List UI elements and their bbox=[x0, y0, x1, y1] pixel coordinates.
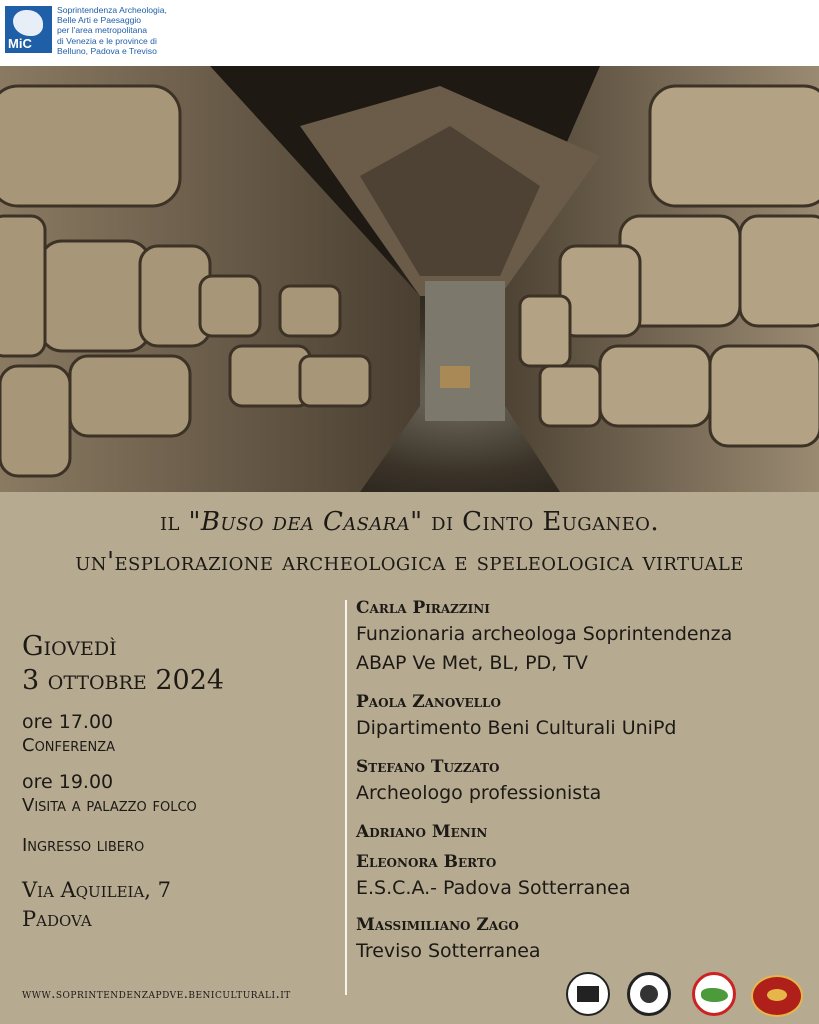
speaker-role: ABAP Ve Met, BL, PD, TV bbox=[356, 652, 588, 674]
event-details bbox=[22, 630, 332, 934]
speaker-role: Funzionaria archeologa Soprintendenza bbox=[356, 623, 733, 645]
institution-line: per l'area metropolitana bbox=[57, 25, 148, 36]
emblem-icon bbox=[767, 989, 787, 1001]
building-icon bbox=[577, 986, 599, 1002]
title-suffix: " di Cinto Euganeo. bbox=[410, 507, 659, 537]
mic-logo bbox=[5, 6, 52, 53]
website-link[interactable]: www.soprintendenzapdve.beniculturali.it bbox=[22, 987, 291, 1002]
logo-text: MiC bbox=[8, 36, 32, 51]
gruppo-speleologico-logo bbox=[751, 975, 803, 1017]
event-date: 3 ottobre 2024 bbox=[22, 665, 225, 696]
speaker-role: Archeologo professionista bbox=[356, 782, 602, 804]
time-conference: ore 17.00 bbox=[22, 711, 114, 733]
caver-icon bbox=[640, 985, 658, 1003]
speaker-name: Carla Pirazzini bbox=[356, 598, 490, 618]
institution-line: Soprintendenza Archeologia, bbox=[57, 5, 167, 15]
column-divider bbox=[345, 600, 347, 995]
label-conference: Conferenza bbox=[22, 735, 115, 756]
speaker-role: Treviso Sotterranea bbox=[356, 940, 541, 962]
tunnel-photo bbox=[0, 66, 819, 492]
green-region-logo bbox=[692, 972, 736, 1016]
time-visit: ore 19.00 bbox=[22, 771, 114, 793]
tunnel-illustration bbox=[0, 66, 819, 492]
horse-emblem-icon bbox=[13, 10, 43, 36]
title-line-2: un'esplorazione archeologica e speleologica virtuale bbox=[75, 547, 744, 577]
institution-line: di Venezia e le province di bbox=[57, 35, 157, 46]
institution-line: Belle Arti e Paesaggio bbox=[57, 15, 142, 26]
speaker-name: Eleonora Berto bbox=[356, 852, 497, 872]
institution-line: Belluno, Padova e Treviso bbox=[57, 45, 157, 56]
title-italic: Buso dea Casara bbox=[200, 507, 411, 537]
header bbox=[0, 0, 819, 66]
speakers-list bbox=[356, 596, 806, 966]
event-day: Giovedì bbox=[22, 631, 117, 662]
title-line-1 bbox=[0, 502, 819, 542]
speleo-group-logo bbox=[627, 972, 671, 1016]
event-title bbox=[0, 502, 819, 582]
speaker-name: Paola Zanovello bbox=[356, 692, 501, 712]
speaker-name: Adriano Menin bbox=[356, 822, 488, 842]
padova-sotterranea-logo bbox=[566, 972, 610, 1016]
speaker-role: E.S.C.A.- Padova Sotterranea bbox=[356, 877, 631, 899]
speaker-name: Stefano Tuzzato bbox=[356, 757, 500, 777]
entry-info: Ingresso libero bbox=[22, 835, 145, 856]
institution-name bbox=[57, 5, 167, 56]
speaker-role: Dipartimento Beni Culturali UniPd bbox=[356, 717, 677, 739]
address-city: Padova bbox=[22, 907, 92, 931]
title-prefix: il " bbox=[160, 507, 201, 537]
speaker-name: Massimiliano Zago bbox=[356, 915, 519, 935]
address-street: Via Aquileia, 7 bbox=[22, 878, 172, 902]
label-visit: Visita a palazzo folco bbox=[22, 795, 197, 816]
map-icon bbox=[701, 988, 728, 1002]
